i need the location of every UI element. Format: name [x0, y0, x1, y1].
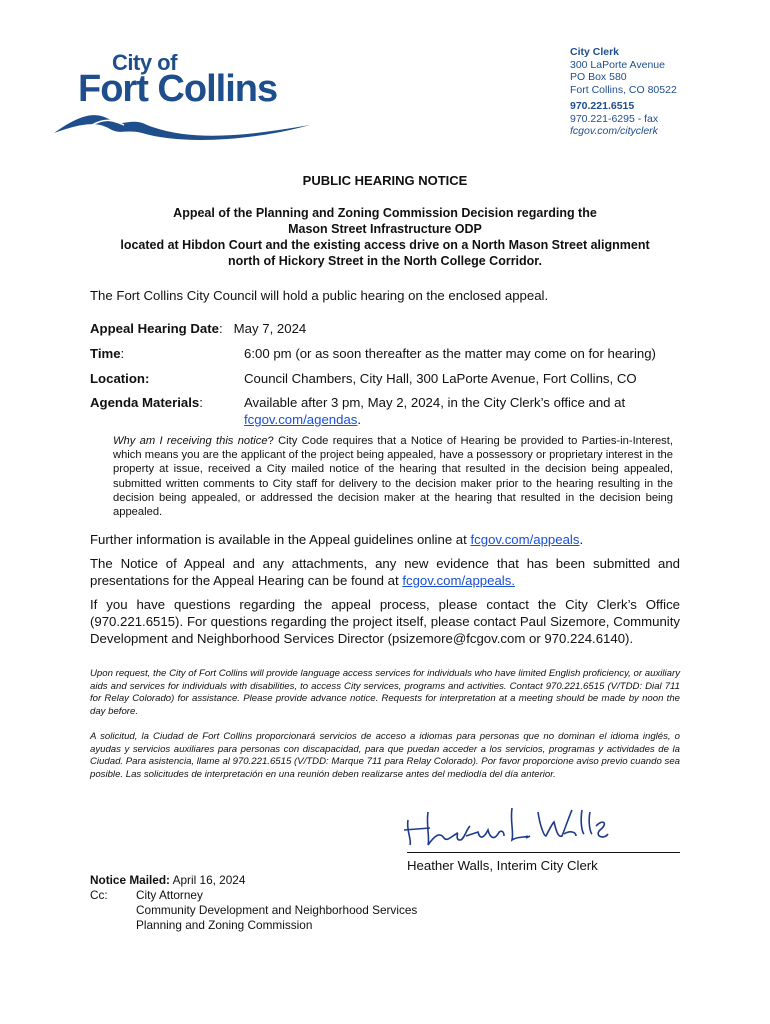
notice-appeal-text: The Notice of Appeal and any attachments, any new evidence that has been submitted and presentations for the Appeal Hearing can be found at [90, 556, 680, 588]
logo-swoosh-icon [52, 103, 312, 143]
subject-heading [60, 205, 710, 269]
cc-item: City Attorney [136, 888, 203, 902]
signer-name: Heather Walls, Interim City Clerk [407, 858, 598, 873]
time-value: 6:00 pm (or as soon thereafter as the matter may come on for hearing) [244, 346, 656, 361]
cc-item: Planning and Zoning Commission [136, 918, 313, 932]
contact-office: City Clerk [570, 46, 620, 58]
why-question: Why am I receiving this notice [113, 435, 268, 447]
cc-item: Community Development and Neighborhood Services [136, 903, 418, 917]
contact-city: Fort Collins, CO 80522 [570, 83, 677, 96]
agenda-label: Agenda Materials [90, 395, 200, 410]
agenda-row: Agenda Materials: [90, 395, 203, 410]
subject-line-4: north of Hickory Street in the North College Corridor. [228, 254, 542, 268]
contact-web[interactable]: fcgov.com/cityclerk [570, 125, 658, 137]
hearing-date-value: May 7, 2024 [233, 321, 307, 336]
agenda-link[interactable]: fcgov.com/agendas [244, 412, 358, 427]
notice-mailed-row [90, 873, 245, 888]
hearing-date-row: Appeal Hearing Date: May 7, 2024 [90, 321, 307, 336]
location-label: Location: [90, 371, 150, 386]
appeals-link[interactable]: fcgov.com/appeals [470, 532, 580, 547]
why-answer: ? City Code requires that a Notice of Hearing be provided to Parties-in-Interest, which means you are the applicant of the project being appealed, have a possessory or proprietary interest in the property at issue, received a City mailed notice of the hearing that resulted in the decision being appealed, submitted written comments to City staff for delivery to the decision maker prior to the hearing resulting in the decision being appealed, or addressed the decision maker at the hearing that resulted in the decision being appealed. [113, 435, 673, 519]
accessibility-english: Upon request, the City of Fort Collins will provide language access services for individuals who have limited English proficiency, or auxiliary aids and services for individuals with disabilities, to access City services, programs and activities. Contact 970.221.6515 (V/TDD: Dial 711 for Relay Colorado) for assistance. Please provide advance notice. Requests for interpretation at a meeting should be made by noon the day before. [90, 668, 680, 717]
further-text: Further information is available in the Appeal guidelines online at [90, 532, 467, 547]
contact-phone: 970.221.6515 [570, 100, 635, 112]
time-label: Time [90, 346, 121, 361]
signature-icon [400, 800, 610, 850]
agenda-value: Available after 3 pm, May 2, 2024, in the City Clerk’s office and at [244, 395, 626, 410]
why-notice-paragraph [113, 434, 673, 519]
cc-list [136, 888, 417, 933]
cc-label: Cc: [90, 888, 108, 902]
subject-line-2: Mason Street Infrastructure ODP [288, 222, 482, 236]
contact-block [570, 46, 677, 138]
further-info: Further information is available in the Appeal guidelines online at fcgov.com/appeals. [90, 532, 584, 547]
location-value: Council Chambers, City Hall, 300 LaPorte Avenue, Fort Collins, CO [244, 371, 637, 386]
notice-mailed-label: Notice Mailed: [90, 873, 170, 887]
city-logo [52, 48, 312, 148]
notice-title: PUBLIC HEARING NOTICE [302, 173, 468, 188]
appeals-link-2[interactable]: fcgov.com/appeals. [402, 573, 515, 588]
contact-po-box: PO Box 580 [570, 71, 627, 83]
logo-fort-collins: Fort Collins [78, 68, 278, 110]
notice-of-appeal-paragraph [90, 555, 680, 589]
accessibility-spanish: A solicitud, la Ciudad de Fort Collins proporcionará servicios de acceso a idiomas para personas que no dominan el idioma inglés, o ayudas y servicios auxiliares para personas con discapacidad, para que puedan acceder a los servicios, programas y actividades de la Ciudad. Para asistencia, llame al 970.221.6515 (V/TDD: Marque 711 para Relay Colorado). Por favor proporcione aviso previo cuando sea posible. Las solicitudes de interpretación en una reunión deben realizarse antes del mediodía del día anterior. [90, 731, 680, 780]
intro-text: The Fort Collins City Council will hold a public hearing on the enclosed appeal. [90, 288, 549, 303]
subject-line-1: Appeal of the Planning and Zoning Commission Decision regarding the [173, 206, 597, 220]
questions-paragraph: If you have questions regarding the appeal process, please contact the City Clerk’s Office (970.221.6515). For questions regarding the project itself, please contact Paul Sizemore, Community Development and Neighborhood Services Director (psizemore@fcgov.com or 970.224.6140). [90, 597, 680, 646]
logo-city-of: City of [112, 50, 177, 75]
subject-line-3: located at Hibdon Court and the existing access drive on a North Mason Street alignment [120, 238, 650, 252]
hearing-date-label: Appeal Hearing Date [90, 321, 219, 336]
notice-mailed-date: April 16, 2024 [172, 873, 246, 887]
time-row: Time: [90, 346, 125, 361]
contact-fax: 970.221-6295 - fax [570, 112, 659, 125]
signature-line [407, 852, 680, 853]
contact-street: 300 LaPorte Avenue [570, 58, 665, 71]
agenda-value-block: Available after 3 pm, May 2, 2024, in the City Clerk’s office and at fcgov.com/agendas. [244, 395, 626, 427]
